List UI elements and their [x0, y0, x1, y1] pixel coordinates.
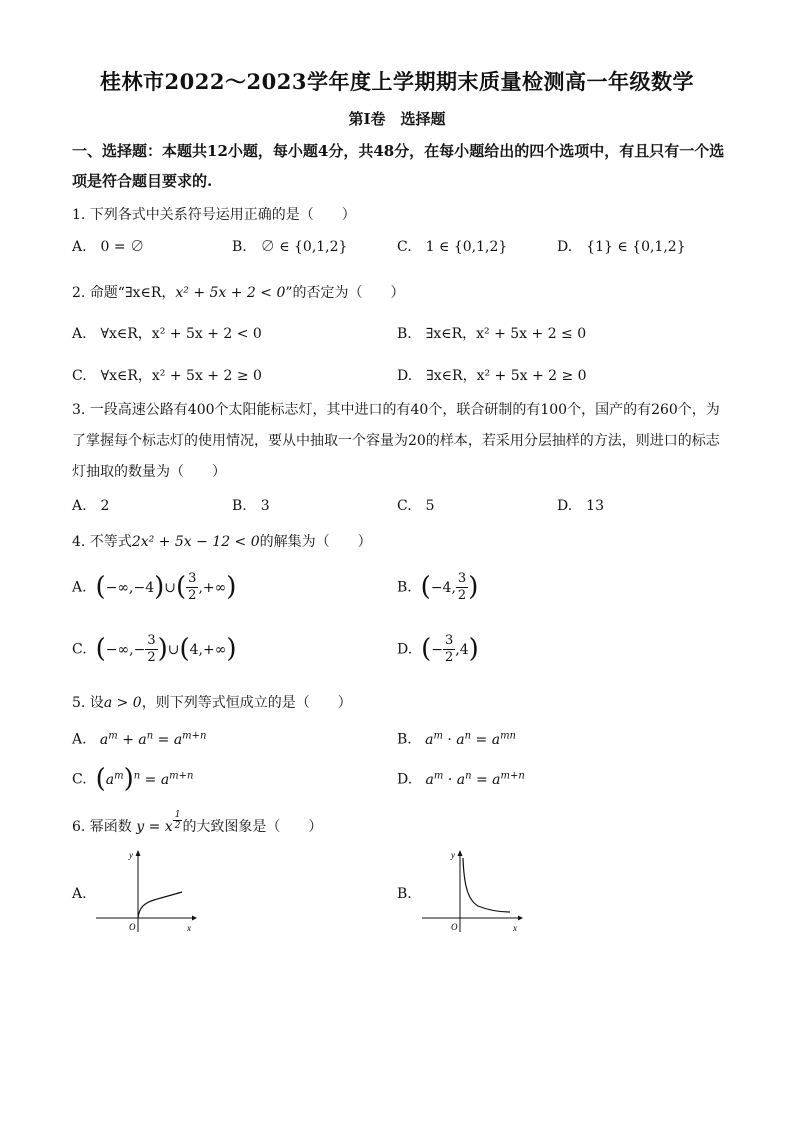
question-5-stem-pre: 5. 设	[72, 695, 104, 711]
question-1-stem: 1. 下列各式中关系符号运用正确的是（ ）	[72, 207, 356, 223]
question-2-option-c[interactable]: C. ∀x∈R，x² + 5x + 2 ≥ 0	[72, 368, 262, 384]
question-6-stem-post: 的大致图象是（ ）	[182, 819, 323, 835]
question-1-option-a[interactable]: A. 0 = ∅	[72, 239, 145, 255]
curve-sqrt	[138, 892, 182, 918]
question-5-stem-post: ，则下列等式恒成立的是（ ）	[141, 695, 352, 711]
question-4-option-a-math: (−∞,−4)∪( $\frac{3}{2}$ ,+∞)	[95, 571, 237, 603]
question-4-stem-math: 2x² + 5x − 12 < 0	[131, 534, 260, 550]
x-axis-arrow-icon	[518, 916, 523, 921]
question-4-option-b-label: B.	[397, 579, 412, 596]
question-5-option-b[interactable]	[397, 730, 516, 748]
question-5-option-b-math: $a^m \cdot a^n = a^{mn}$	[416, 730, 517, 748]
volume-heading: 第Ⅰ卷 选择题	[348, 110, 446, 128]
question-5-option-c[interactable]	[72, 763, 194, 794]
curve-reciprocal	[463, 858, 510, 912]
question-6-option-b-label[interactable]: B.	[397, 886, 412, 902]
question-5-option-d-label: D.	[397, 771, 413, 788]
question-4-stem	[72, 531, 372, 551]
x-axis-label: x	[187, 923, 191, 933]
question-5-option-a[interactable]	[72, 730, 206, 748]
question-5-option-c-label: C.	[72, 771, 87, 788]
question-5-stem-math: a > 0	[103, 695, 142, 711]
question-6-stem	[72, 810, 322, 836]
question-5-option-c-math: $(a^m)^n = a^{m+n}$	[95, 763, 194, 794]
question-3-option-d[interactable]: D. 13	[557, 498, 604, 514]
question-4-option-b[interactable]	[397, 571, 478, 604]
question-2-option-a[interactable]: A. ∀x∈R，x² + 5x + 2 < 0	[72, 326, 262, 342]
y-axis-label: y	[129, 850, 133, 860]
question-6-function: y = x $^{\frac{1}{2}}$	[136, 810, 181, 835]
question-2-stem-pre: 2. 命题“∃x∈R，	[72, 285, 176, 301]
question-5-option-d-math: $a^m \cdot a^n = a^{m+n}$	[416, 770, 525, 788]
question-4-option-c-math: (−∞,− $\frac{3}{2}$ )∪(4,+∞)	[95, 633, 237, 665]
y-axis-arrow-icon	[136, 850, 141, 856]
question-2-option-b[interactable]: B. ∃x∈R，x² + 5x + 2 ≤ 0	[397, 326, 587, 342]
question-5-option-a-label: A.	[72, 731, 87, 748]
question-1-option-d[interactable]: D. {1} ∈ {0,1,2}	[557, 239, 686, 255]
question-4-stem-post: 的解集为（ ）	[259, 534, 372, 550]
y-axis-label: y	[451, 850, 455, 860]
question-5-stem	[72, 692, 352, 712]
question-4-option-c-label: C.	[72, 641, 87, 658]
question-3-option-a[interactable]: A. 2	[72, 498, 110, 514]
question-4-option-c[interactable]	[72, 633, 237, 666]
page-title: 桂林市2022～2023学年度上学期期末质量检测高一年级数学	[100, 69, 694, 94]
question-4-option-b-math: (−4, $\frac{3}{2}$ )	[420, 571, 479, 603]
question-4-option-a-label: A.	[72, 579, 87, 596]
y-axis-arrow-icon	[458, 850, 463, 856]
question-4-option-d-label: D.	[397, 641, 413, 658]
question-5-option-a-math: $a^m + a^n = a^{m+n}$	[91, 730, 207, 748]
question-5-option-b-label: B.	[397, 731, 412, 748]
question-6-stem-pre: 6. 幂函数	[72, 819, 132, 835]
question-4-option-a[interactable]	[72, 571, 236, 604]
question-6-option-b-graph[interactable]	[418, 846, 528, 936]
question-2-stem-math: x² + 5x + 2 < 0	[175, 285, 286, 301]
question-1-option-b[interactable]: B. ∅ ∈ {0,1,2}	[232, 239, 348, 255]
question-6-option-a-graph[interactable]	[92, 846, 202, 936]
section-instructions: 一、选择题：本题共12小题，每小题4分，共48分，在每小题给出的四个选项中，有且只有一个选项是符合题目要求的.	[72, 142, 725, 190]
question-1-option-c[interactable]: C. 1 ∈ {0,1,2}	[397, 239, 508, 255]
origin-label: O	[129, 922, 136, 932]
question-5-option-d[interactable]	[397, 770, 525, 788]
x-axis-label: x	[513, 923, 517, 933]
question-3-option-c[interactable]: C. 5	[397, 498, 435, 514]
question-2-option-d[interactable]: D. ∃x∈R，x² + 5x + 2 ≥ 0	[397, 368, 587, 384]
question-2-stem-post: ”的否定为（ ）	[285, 285, 405, 301]
question-6-option-a-label[interactable]: A.	[72, 886, 87, 902]
question-3-option-b[interactable]: B. 3	[232, 498, 270, 514]
question-2-stem	[72, 282, 405, 302]
question-4-stem-pre: 4. 不等式	[72, 534, 132, 550]
origin-label: O	[451, 922, 458, 932]
question-4-option-d-math: (− $\frac{3}{2}$ ,4)	[421, 633, 479, 665]
x-axis-arrow-icon	[192, 916, 197, 921]
question-3-stem: 3. 一段高速公路有400个太阳能标志灯，其中进口的有40个，联合研制的有100个，国产的有260个，为了掌握每个标志灯的使用情况，要从中抽取一个容量为20的样本，若采用分层抽样的方法，则进口的标志灯抽取的数量为（ ）	[72, 402, 720, 480]
question-4-option-d[interactable]	[397, 633, 479, 666]
